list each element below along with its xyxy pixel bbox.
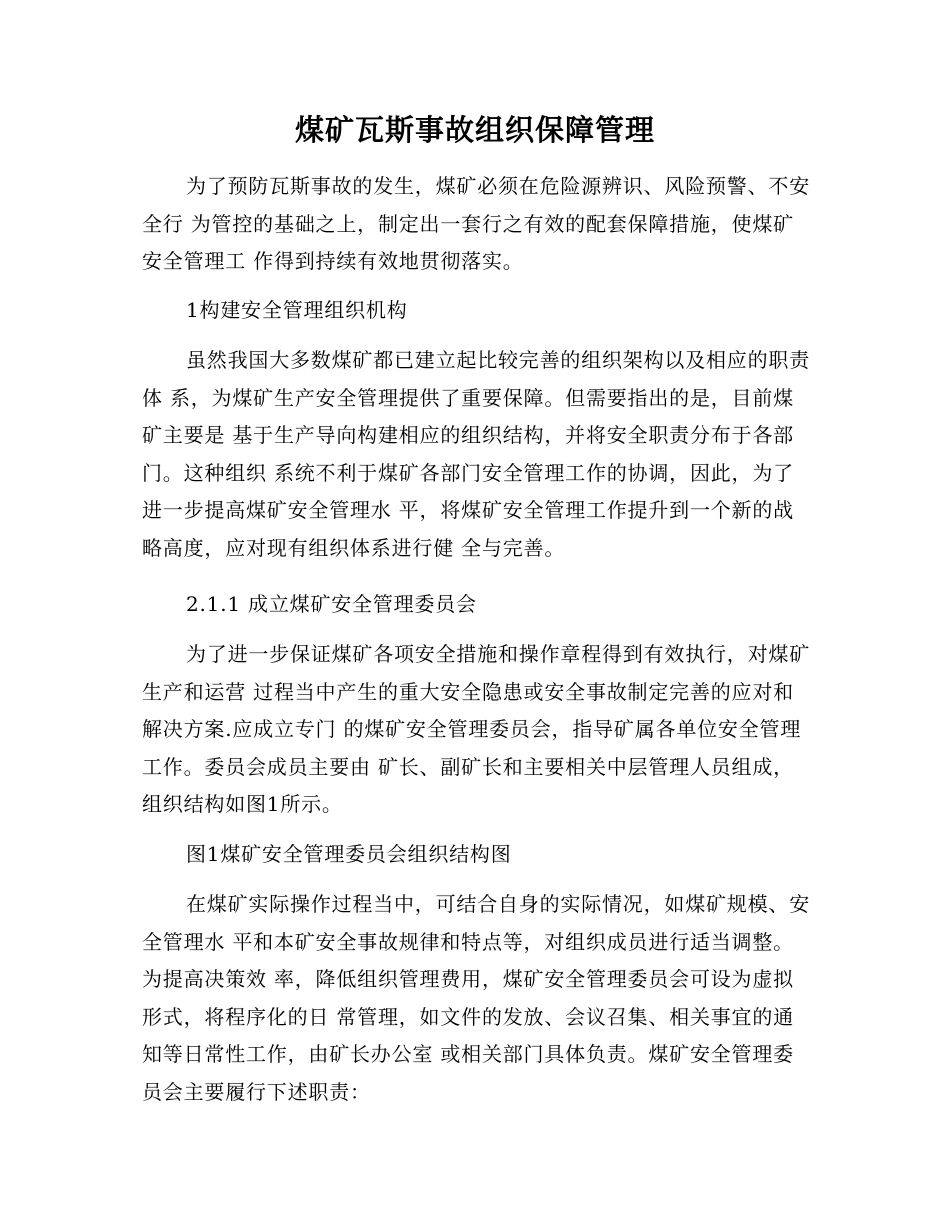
heading-text: 2.1.1 成立煤矿安全管理委员会 bbox=[186, 592, 477, 616]
figure-caption bbox=[142, 836, 814, 874]
paragraph-committee bbox=[142, 636, 814, 824]
caption-text: 图1煤矿安全管理委员会组织结构图 bbox=[186, 842, 512, 866]
paragraph-text: 在煤矿实际操作过程当中，可结合自身的实际情况，如煤矿规模、安全管理水 平和本矿安全事故规律和特点等，对组织成员进行适当调整。为提高决策效 率，降低组织管理费用，煤矿安全管理委员会可设为虚拟形式，将程序化的日 常管理，如文件的发放、会议召集、相关事宜的通知等日常性工作，由矿长办公室 或相关部门具体负责。煤矿安全管理委员会主要履行下述职责： bbox=[142, 892, 810, 1104]
heading-text: 1构建安全管理组织机构 bbox=[186, 298, 408, 322]
paragraph-intro bbox=[142, 168, 814, 281]
section-heading-2-1-1 bbox=[142, 586, 814, 624]
paragraph-text: 虽然我国大多数煤矿都已建立起比较完善的组织架构以及相应的职责体 系，为煤矿生产安全管理提供了重要保障。但需要指出的是，目前煤矿主要是 基于生产导向构建相应的组织结构，并将安全职责分布于各部门。这种组织 系统不利于煤矿各部门安全管理工作的协调，因此，为了进一步提高煤矿安全管理水 平，将煤矿安全管理工作提升到一个新的战略高度，应对现有组织体系进行健 全与完善。 bbox=[142, 348, 810, 560]
paragraph-text: 为了预防瓦斯事故的发生，煤矿必须在危险源辨识、风险预警、不安全行 为管控的基础之上，制定出一套行之有效的配套保障措施，使煤矿安全管理工 作得到持续有效地贯彻落实。 bbox=[142, 174, 810, 273]
paragraph-adjustment bbox=[142, 886, 814, 1111]
paragraph-text: 为了进一步保证煤矿各项安全措施和操作章程得到有效执行，对煤矿生产和运营 过程当中产生的重大安全隐患或安全事故制定完善的应对和解决方案.应成立专门 的煤矿安全管理委员会，指导矿属各单位安全管理工作。委员会成员主要由 矿长、副矿长和主要相关中层管理人员组成，组织结构如图1所示。 bbox=[142, 642, 810, 816]
paragraph-organization bbox=[142, 342, 814, 567]
document-title: 煤矿瓦斯事故组织保障管理 bbox=[294, 113, 655, 147]
section-heading-1 bbox=[142, 292, 814, 330]
